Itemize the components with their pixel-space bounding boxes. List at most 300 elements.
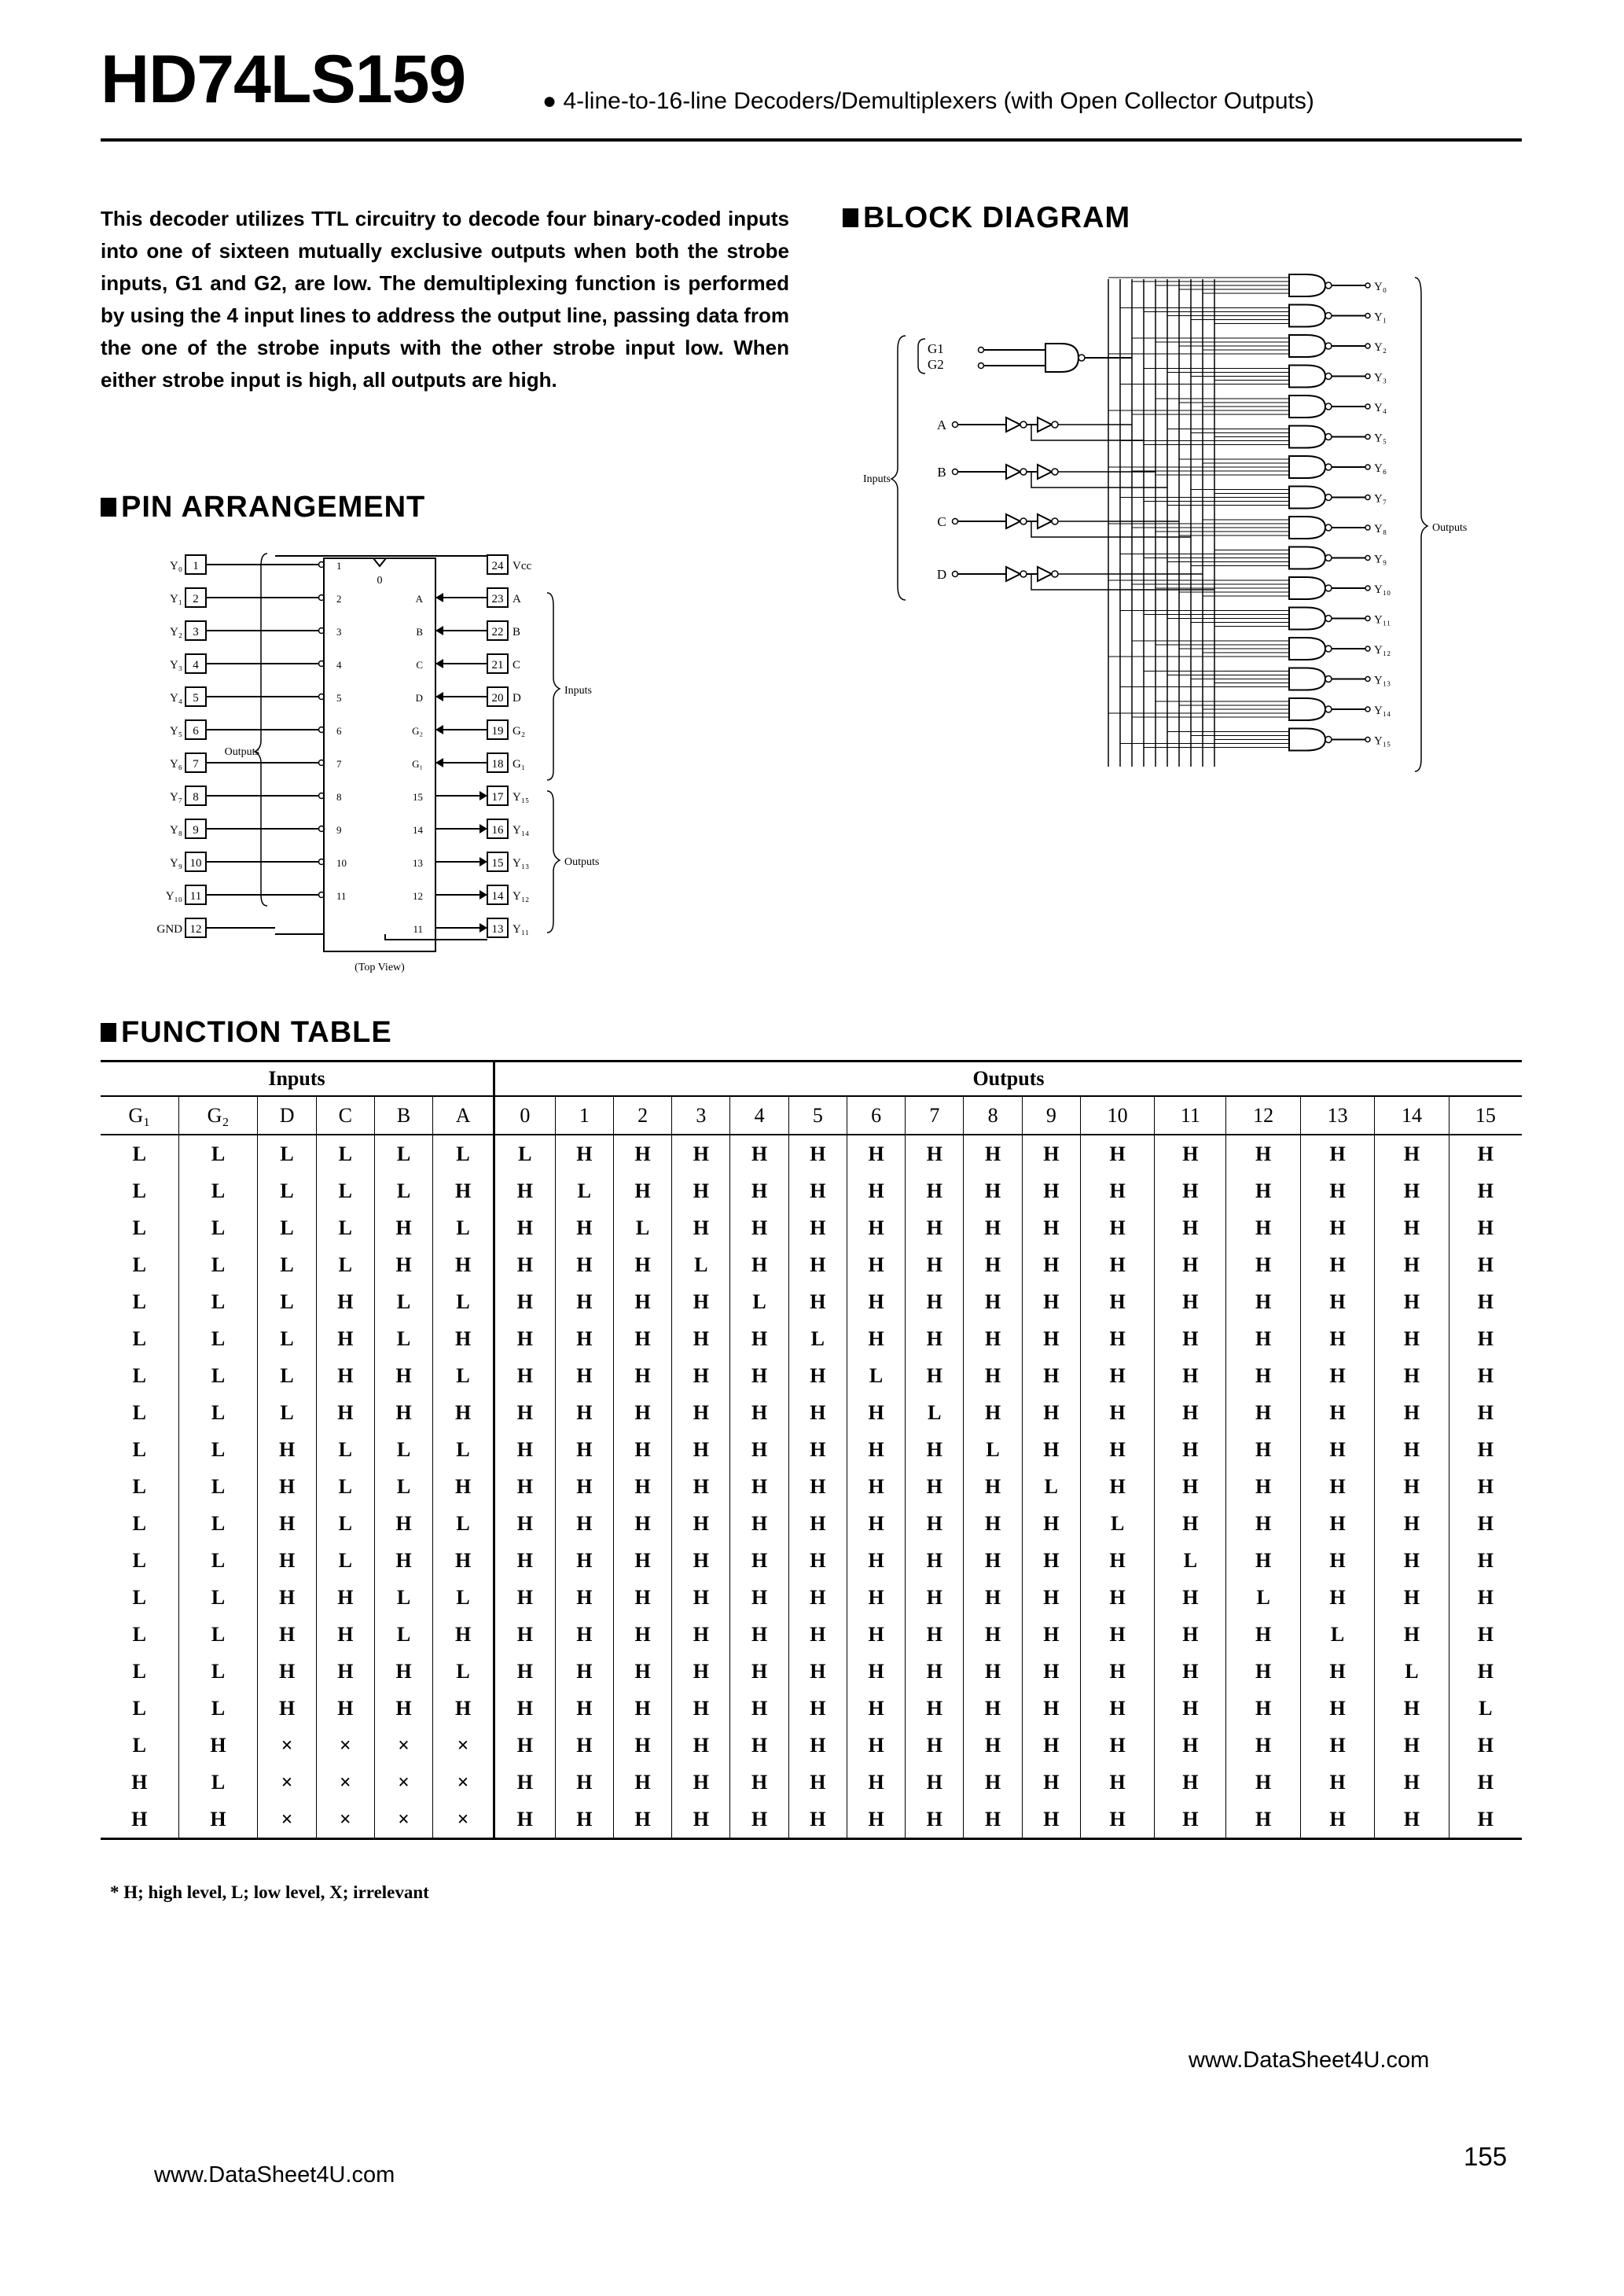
table-cell: H [613,1727,671,1764]
block-output-label: Y₁ [1374,311,1387,324]
inverter-buffer-icon [1006,514,1020,528]
table-cell: H [788,1579,847,1616]
table-cell: H [1080,1468,1154,1505]
table-cell: H [1080,1801,1154,1839]
pin-inner-label: 4 [336,659,342,671]
table-cell: L [374,1172,432,1209]
function-table [101,1060,1522,1840]
gate-bubble [1325,373,1332,380]
table-cell: H [494,1764,555,1801]
pin-number: 8 [193,791,199,804]
table-cell: L [258,1357,316,1394]
table-cell: H [788,1468,847,1505]
input-arrow-icon [435,758,443,767]
table-cell: H [906,1653,964,1690]
table-cell: H [1080,1172,1154,1209]
table-cell: L [672,1246,730,1283]
table-cell: H [1022,1579,1080,1616]
block-output-label: Y₄ [1374,402,1387,414]
watermark-right: www.DataSheet4U.com [1189,2048,1430,2073]
column-header: 8 [964,1096,1022,1135]
column-header: 15 [1449,1096,1522,1135]
table-cell: H [613,1801,671,1839]
pin-number: 4 [193,659,199,672]
table-cell: H [964,1209,1022,1246]
pin-label: Y₁₃ [513,857,530,870]
pin-number: 6 [193,725,199,738]
table-cell: H [613,1579,671,1616]
column-header: C [316,1096,374,1135]
table-cell: L [132,1696,146,1720]
table-cell: H [964,1764,1022,1801]
table-cell: L [258,1394,316,1431]
table-cell: L [258,1320,316,1357]
table-row [101,1135,1522,1172]
nand-gate-icon [1289,698,1325,720]
table-cell: H [1155,1764,1226,1801]
function-table-title: FUNCTION TABLE [121,1016,392,1049]
table-cell: H [730,1579,788,1616]
table-cell: H [374,1394,432,1431]
inverter-bubble [1020,571,1027,577]
table-cell: H [1155,1468,1226,1505]
table-cell: L [433,1135,494,1172]
pin-label: Vcc [513,560,532,572]
table-cell: H [1226,1431,1300,1468]
table-cell: H [1375,1727,1449,1764]
table-cell: H [847,1505,905,1542]
table-cell: L [1155,1542,1226,1579]
table-cell: L [178,1579,258,1616]
table-cell: H [1375,1690,1449,1727]
table-cell: H [730,1764,788,1801]
table-cell: H [1080,1542,1154,1579]
block-output-label: Y₈ [1374,523,1387,535]
table-cell: H [1449,1357,1522,1394]
pin-label: D [513,692,521,705]
table-cell: L [374,1579,432,1616]
nand-gate-icon [1289,487,1325,509]
table-cell: H [906,1431,964,1468]
input-terminal [953,519,958,524]
block-output-label: Y₁₅ [1374,734,1391,748]
table-cell: H [1155,1209,1226,1246]
table-cell: H [555,1727,613,1764]
pin-number: 13 [491,923,504,936]
table-cell: H [555,1209,613,1246]
output-terminal [1365,586,1370,591]
block-output-label: Y₁₂ [1374,644,1391,657]
column-header: 11 [1155,1096,1226,1135]
table-cell: H [613,1172,671,1209]
table-cell: H [494,1616,555,1653]
table-cell: L [178,1468,258,1505]
table-cell: L [132,1622,146,1646]
block-output-label: Y₅ [1374,432,1387,445]
pin-number: 21 [491,659,504,672]
table-cell: × [374,1764,432,1801]
pin-number: 1 [193,560,199,572]
pin-number: 3 [193,626,199,638]
table-row [101,1172,1522,1209]
table-cell: H [730,1320,788,1357]
block-input-label: B [937,465,946,480]
table-cell: H [1449,1616,1522,1653]
table-cell: H [1300,1727,1374,1764]
table-cell: L [788,1320,847,1357]
table-cell: H [1375,1505,1449,1542]
table-cell: H [258,1690,316,1727]
table-cell: H [258,1579,316,1616]
table-cell: H [1300,1542,1374,1579]
table-cell: H [1022,1505,1080,1542]
table-cell: H [316,1579,374,1616]
output-arrow-icon [479,857,487,867]
table-cell: × [316,1764,374,1801]
table-cell: H [433,1246,494,1283]
table-cell: H [613,1505,671,1542]
block-input-label: C [937,514,946,529]
table-cell: H [847,1468,905,1505]
pin-number: 7 [193,758,199,771]
table-cell: L [258,1246,316,1283]
output-terminal [1365,283,1370,288]
pin-inner-label: 8 [336,791,342,803]
inverter-buffer-icon [1038,465,1052,479]
table-cell: H [258,1505,316,1542]
table-cell: H [1300,1172,1374,1209]
table-cell: H [964,1246,1022,1283]
table-cell: H [613,1764,671,1801]
pin-number: 11 [189,890,202,903]
table-cell: H [847,1653,905,1690]
inverter-buffer-icon [1006,567,1020,581]
table-cell: L [132,1437,146,1461]
block-diagram-heading [843,201,1130,235]
section-square-icon [101,1023,116,1042]
nand-gate-icon [1289,668,1325,690]
table-cell: H [788,1246,847,1283]
section-square-icon [843,208,858,227]
table-cell: H [1080,1431,1154,1468]
pin-label: GND [156,923,182,936]
table-cell: H [1375,1394,1449,1431]
table-cell: H [555,1653,613,1690]
table-cell: H [847,1690,905,1727]
table-cell: H [1022,1801,1080,1839]
table-cell: H [788,1431,847,1468]
table-cell: H [1449,1468,1522,1505]
input-fanout-line [1031,472,1167,488]
table-cell: H [1375,1320,1449,1357]
table-cell: H [494,1357,555,1394]
table-cell: L [178,1616,258,1653]
pin-number: 18 [491,758,504,771]
table-cell: L [178,1320,258,1357]
table-cell: H [730,1431,788,1468]
table-cell: H [433,1394,494,1431]
section-square-icon [101,498,116,517]
table-cell: H [1375,1468,1449,1505]
nand-gate-icon [1289,547,1325,569]
table-cell: L [132,1511,146,1535]
pin-inner-label: 15 [413,791,423,803]
table-cell: H [847,1542,905,1579]
table-cell: H [672,1653,730,1690]
output-terminal [1365,314,1370,318]
table-cell: H [1155,1357,1226,1394]
table-cell: H [101,1801,178,1839]
table-cell: H [847,1209,905,1246]
table-cell: H [964,1616,1022,1653]
gate-bubble [1325,706,1332,712]
table-cell: H [1226,1468,1300,1505]
table-cell: H [1080,1616,1154,1653]
input-arrow-icon [435,659,443,668]
table-cell: H [964,1801,1022,1839]
gate-bubble [1325,524,1332,531]
table-cell: H [555,1690,613,1727]
table-cell: H [1155,1505,1226,1542]
table-cell: L [374,1135,432,1172]
table-cell: × [316,1727,374,1764]
table-cell: L [178,1246,258,1283]
inverter-buffer-icon [1006,465,1020,479]
table-cell: L [258,1209,316,1246]
gate-bubble [1325,282,1332,289]
pin-arrangement-diagram [141,543,613,975]
table-cell: H [433,1616,494,1653]
gate-bubble [1325,646,1332,652]
gate-bubble [1325,343,1332,349]
table-cell: H [316,1653,374,1690]
table-cell: H [730,1690,788,1727]
pin-label: Y₉ [169,857,182,870]
table-cell: H [1155,1616,1226,1653]
table-cell: H [672,1542,730,1579]
gate-bubble [1325,616,1332,622]
table-cell: H [555,1283,613,1320]
table-cell: H [847,1394,905,1431]
table-cell: H [316,1320,374,1357]
table-cell: H [1080,1579,1154,1616]
table-cell: H [494,1505,555,1542]
table-cell: H [1375,1246,1449,1283]
table-cell: H [374,1357,432,1394]
table-cell: H [1022,1764,1080,1801]
table-row [101,1431,1522,1468]
table-cell: H [788,1801,847,1839]
pin-label: Y₁₂ [513,890,530,903]
output-arrow-icon [479,923,487,933]
nand-gate-icon [1289,335,1325,357]
block-output-label: Y₇ [1374,492,1387,506]
table-cell: H [1375,1431,1449,1468]
table-cell: H [1226,1505,1300,1542]
table-cell: H [433,1690,494,1727]
pin-label: Y₂ [169,626,182,638]
table-cell: L [374,1431,432,1468]
table-cell: H [730,1394,788,1431]
part-number: HD74LS159 [101,42,466,117]
table-cell: H [1226,1616,1300,1653]
table-cell: H [494,1431,555,1468]
output-terminal [1365,646,1370,651]
table-cell: H [1022,1172,1080,1209]
nand-gate-icon [1289,608,1325,630]
table-cell: H [1375,1801,1449,1839]
table-cell: H [788,1764,847,1801]
table-cell: H [964,1653,1022,1690]
block-diagram-title: BLOCK DIAGRAM [863,201,1131,234]
pin-inner-label: 7 [336,758,342,770]
pin-inner-label: 13 [413,857,423,869]
pin-number: 22 [491,626,504,638]
table-cell: H [1080,1209,1154,1246]
table-cell: H [1155,1283,1226,1320]
pin-number: 2 [193,593,199,605]
table-cell: H [1080,1394,1154,1431]
table-cell: H [1300,1135,1374,1172]
block-output-label: Y₁₀ [1374,583,1391,596]
table-cell: H [1300,1246,1374,1283]
table-cell: H [672,1135,730,1172]
table-cell: H [374,1542,432,1579]
table-cell: × [433,1727,494,1764]
table-cell: H [1449,1246,1522,1283]
table-cell: H [1080,1320,1154,1357]
table-cell: L [178,1135,258,1172]
pin-label: Y₁ [169,593,182,605]
table-cell: H [1080,1653,1154,1690]
gate-bubble [1325,313,1332,319]
table-row [101,1653,1522,1690]
table-cell: L [1022,1468,1080,1505]
pin-inner-label: 5 [336,692,342,704]
table-row [101,1616,1522,1653]
table-cell: H [613,1690,671,1727]
table-cell: H [1449,1727,1522,1764]
table-cell: H [1375,1209,1449,1246]
column-header: A [433,1096,494,1135]
table-cell: L [374,1283,432,1320]
table-cell: H [1449,1431,1522,1468]
table-cell: H [1155,1690,1226,1727]
output-terminal [1365,616,1370,621]
table-cell: H [1300,1283,1374,1320]
description-paragraph: This decoder utilizes TTL circuitry to decode four binary-coded inputs into one of sixteen mutually exclusive outputs when both the strobe inputs, G1 and G2, are low. The demultiplexing function is performed by using the 4 input lines to address the output line, passing data from the one of the strobe inputs with the other strobe input low. When either strobe input is high, all outputs are high. [101,207,789,392]
block-diagram [849,271,1517,782]
pin-number: 17 [491,791,504,804]
table-cell: H [1375,1764,1449,1801]
table-cell: L [555,1172,613,1209]
gate-bubble [1325,495,1332,501]
table-cell: H [906,1690,964,1727]
table-cell: H [613,1616,671,1653]
inverter-buffer-icon [1006,418,1020,432]
table-cell: L [316,1468,374,1505]
table-cell: H [1226,1172,1300,1209]
table-cell: L [132,1474,146,1498]
input-arrow-icon [435,626,443,635]
table-cell: L [132,1142,146,1165]
table-cell: H [494,1727,555,1764]
table-cell: L [433,1283,494,1320]
block-input-label: D [936,567,947,582]
table-cell: H [1300,1320,1374,1357]
table-cell: H [847,1579,905,1616]
table-cell: H [1375,1616,1449,1653]
table-cell: H [555,1616,613,1653]
table-cell: L [374,1616,432,1653]
block-diagram-outputs [1332,281,1391,748]
table-cell: H [1080,1283,1154,1320]
pin-inner-label: 9 [336,824,342,836]
table-cell: H [672,1394,730,1431]
table-cell: H [1080,1246,1154,1283]
table-cell: H [1155,1394,1226,1431]
nand-gate-icon [1289,305,1325,327]
table-cell: H [374,1653,432,1690]
right-outputs-brace [547,791,560,933]
table-cell: H [788,1394,847,1431]
table-cell: L [1449,1690,1522,1727]
table-cell: L [178,1283,258,1320]
table-cell: H [555,1135,613,1172]
table-cell: H [788,1283,847,1320]
table-cell: H [494,1172,555,1209]
table-cell: H [613,1135,671,1172]
block-output-label: Y₃ [1374,371,1387,385]
table-cell: H [1080,1764,1154,1801]
table-cell: H [1155,1172,1226,1209]
block-output-label: Y₁₄ [1374,705,1391,717]
inputs-label: Inputs [564,685,592,697]
table-cell: H [672,1468,730,1505]
table-cell: H [1226,1690,1300,1727]
function-table-group-header [101,1062,1522,1097]
table-cell: H [906,1209,964,1246]
table-row [101,1357,1522,1394]
table-cell: H [964,1505,1022,1542]
nand-gate-icon [1289,577,1325,599]
table-cell: L [178,1690,258,1727]
table-cell: H [1155,1653,1226,1690]
table-cell: L [132,1659,146,1683]
table-cell: H [964,1468,1022,1505]
table-cell: L [132,1290,146,1313]
output-terminal [1365,495,1370,500]
table-cell: H [1022,1135,1080,1172]
table-cell: H [1226,1542,1300,1579]
pin-label: G₂ [513,725,526,738]
table-cell: H [1155,1579,1226,1616]
block-output-label: Y₀ [1374,281,1387,293]
pin-number: 23 [491,593,504,605]
pin-inner-label: A [415,593,423,605]
table-cell: H [316,1616,374,1653]
table-cell: L [178,1172,258,1209]
header-rule [101,138,1522,142]
table-cell: L [316,1209,374,1246]
table-cell: H [672,1505,730,1542]
strobe-gate-bubble [1078,355,1085,361]
table-cell: H [1155,1727,1226,1764]
table-cell: H [374,1246,432,1283]
table-cell: L [132,1548,146,1572]
table-cell: H [1300,1801,1374,1839]
table-cell: H [730,1616,788,1653]
